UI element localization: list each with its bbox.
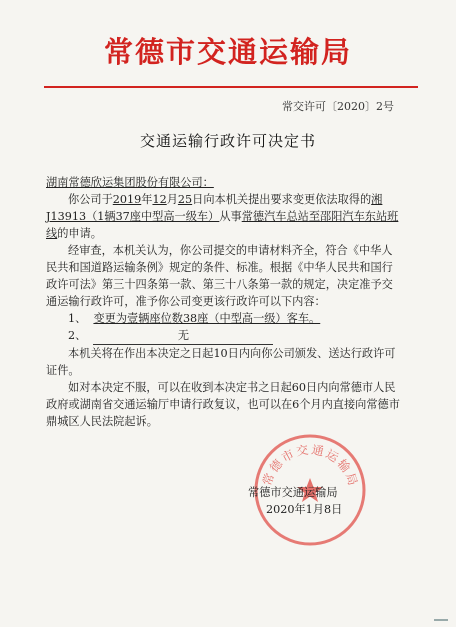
- document-body: [46, 174, 402, 430]
- agency-header: 常德市交通运输局: [103, 35, 352, 69]
- paragraph-request: [46, 191, 402, 242]
- paragraph-review: 经审查，本机关认为，你公司提交的申请材料齐全，符合《中华人民共和国道路运输条例》规定的条件、标准。根据《中华人民共和国行政许可法》第三十四条第一款、第三十八条第一款的规定，决定准予交通运输行政许可，准予你公司变更该行政许可以下内容：: [46, 244, 393, 308]
- text-span: 月: [166, 193, 178, 206]
- seal-text: 常德市交通运输局: [259, 442, 361, 490]
- signature-block: [248, 484, 418, 518]
- item-number: 2、: [68, 329, 87, 342]
- item-text: 变更为壹辆座位数38座（中型高一级）客车。: [93, 312, 321, 325]
- route-info: 常德汽车总站至邵阳汽车东站班线: [46, 210, 399, 240]
- list-item: [46, 327, 402, 345]
- request-month: 12: [152, 193, 167, 206]
- document-number: 常交许可〔2020〕2号: [282, 100, 394, 113]
- request-year: 2019: [112, 193, 142, 206]
- item-number: 1、: [68, 312, 87, 325]
- text-span: 你公司于: [68, 193, 113, 206]
- text-span: 年: [141, 193, 153, 206]
- recipient: 湖南常德欣运集团股份有限公司：: [46, 176, 214, 189]
- header-divider: [44, 86, 418, 88]
- text-span: 的申请。: [57, 227, 102, 240]
- list-item: [46, 310, 402, 327]
- text-span: 日向本机关提出要求变更依法取得的: [192, 193, 372, 206]
- document-title: 交通运输行政许可决定书: [139, 132, 316, 150]
- signature-org: 常德市交通运输局: [248, 486, 338, 499]
- text-span: 从事: [219, 210, 242, 223]
- signature-date: 2020年1月8日: [266, 503, 343, 516]
- paragraph-issuance: 本机关将在作出本决定之日起10日内向你公司颁发、送达行政许可证件。: [46, 347, 396, 377]
- item-text: 无: [93, 327, 273, 345]
- scan-artifact: [434, 619, 448, 621]
- request-day: 25: [177, 193, 193, 206]
- paragraph-appeal: 如对本决定不服，可以在收到本决定书之日起60日内向常德市人民政府或湖南省交通运输厅申请行政复议，也可以在6个月内直接向常德市鼎城区人民法院起诉。: [46, 381, 400, 428]
- vehicle-info: 湘J13913（1辆37座中型高一级车）: [46, 193, 383, 223]
